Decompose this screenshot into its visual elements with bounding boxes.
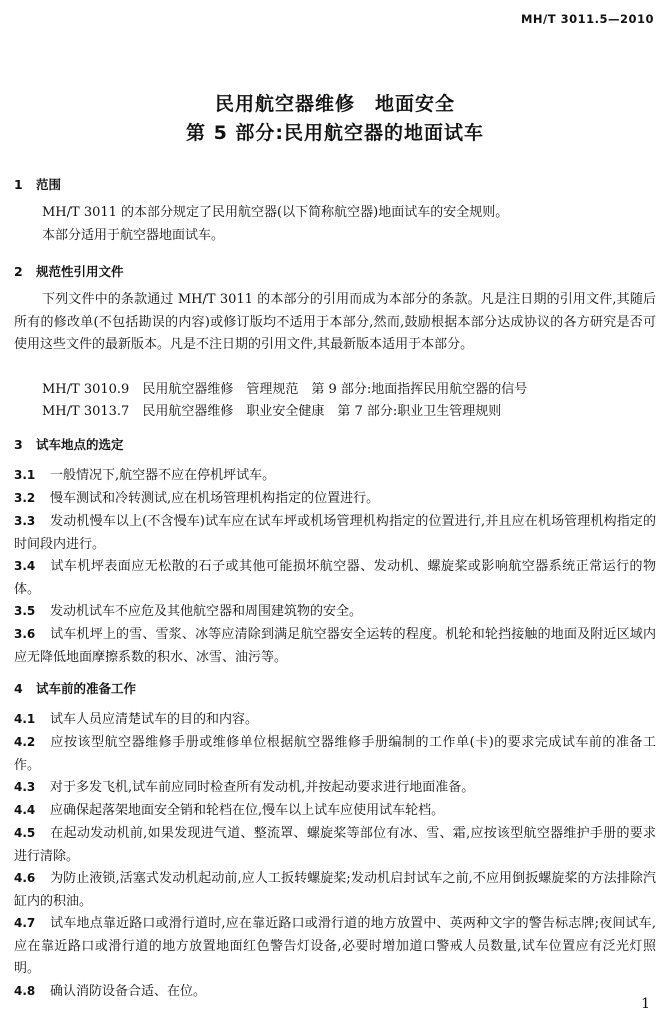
clause: 3.6 试车机坪上的雪、雪浆、冰等应清除到满足航空器安全运转的程度。机轮和轮挡接触的地面及附近区域内应无降低地面摩擦系数的积水、冰雪、油污等。 — [14, 627, 656, 665]
clause: 3.2 慢车测试和冷转测试,应在机场管理机构指定的位置进行。 — [14, 491, 380, 506]
paragraph: MH/T 3011 的本部分规定了民用航空器(以下简称航空器)地面试车的安全规则。 — [42, 205, 509, 220]
clause: 4.3 对于多发飞机,试车前应同时检查所有发动机,并按起动要求进行地面准备。 — [14, 780, 475, 795]
clause: 4.2 应按该型航空器维修手册或维修单位根据航空器维修手册编制的工作单(卡)的要求完成试车前的准备工作。 — [14, 735, 656, 773]
document-title: 民用航空器维修 地面安全 — [214, 93, 455, 115]
section-heading-preparation: 4 试车前的准备工作 — [14, 681, 137, 696]
clause: 4.1 试车人员应清楚试车的目的和内容。 — [14, 712, 259, 727]
clause: 4.5 在起动发动机前,如果发现进气道、整流罩、螺旋桨等部位有冰、雪、霜,应按该型航空器维护手册的要求进行清除。 — [14, 826, 656, 864]
paragraph: 下列文件中的条款通过 MH/T 3011 的本部分的引用而成为本部分的条款。凡是注日期的引用文件,其随后所有的修改单(不包括勘误的内容)或修订版均不适用于本部分,然而,鼓励根据本部分达成协议的各方研究是否可使用这些文件的最新版本。凡是不注日期的引用文件,其最新版本适用于本部分。 — [14, 292, 656, 352]
section-heading-site-selection: 3 试车地点的选定 — [14, 437, 124, 452]
document-subtitle: 第 5 部分:民用航空器的地面试车 — [185, 122, 485, 144]
section-heading-scope: 1 范围 — [14, 177, 62, 192]
clause: 4.6 为防止液锁,活塞式发动机起动前,应人工扳转螺旋桨;发动机启封试车之前,不应用倒扳螺旋桨的方法排除汽缸内的积油。 — [14, 871, 656, 909]
section-heading-normative-references: 2 规范性引用文件 — [14, 264, 124, 279]
clause: 4.4 应确保起落架地面安全销和轮档在位,慢车以上试车应使用试车轮档。 — [14, 803, 445, 818]
clause: 4.8 确认消防设备合适、在位。 — [14, 984, 207, 999]
reference-item: MH/T 3010.9 民用航空器维修 管理规范 第 9 部分:地面指挥民用航空器的信号 — [42, 382, 528, 397]
paragraph: 本部分适用于航空器地面试车。 — [42, 228, 225, 243]
reference-item: MH/T 3013.7 民用航空器维修 职业安全健康 第 7 部分:职业卫生管理规则 — [42, 404, 502, 419]
clause: 4.7 试车地点靠近路口或滑行道时,应在靠近路口或滑行道的地方放置中、英两种文字的警告标志牌;夜间试车,应在靠近路口或滑行道的地方放置地面红色警告灯设备,必要时增加道口警戒人员数量,试车位置应有泛光灯照明。 — [14, 916, 656, 976]
clause: 3.3 发动机慢车以上(不含慢车)试车应在试车坪或机场管理机构指定的位置进行,并且应在机场管理机构指定的时间段内进行。 — [14, 514, 656, 552]
page-number: 1 — [641, 996, 650, 1012]
clause: 3.4 试车机坪表面应无松散的石子或其他可能损坏航空器、发动机、螺旋桨或影响航空器系统正常运行的物体。 — [14, 559, 656, 597]
clause: 3.5 发动机试车不应危及其他航空器和周围建筑物的安全。 — [14, 604, 363, 619]
standard-code: MH/T 3011.5—2010 — [520, 12, 654, 26]
clause: 3.1 一般情况下,航空器不应在停机坪试车。 — [14, 468, 276, 483]
